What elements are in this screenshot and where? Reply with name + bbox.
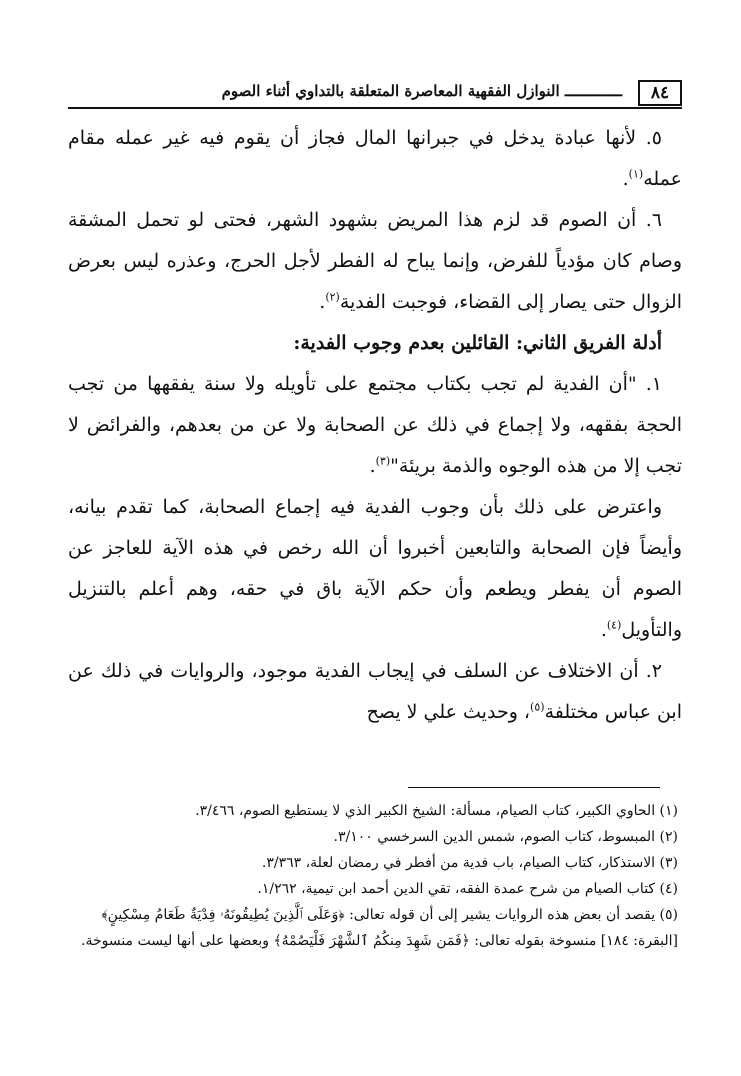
page-header [68, 78, 682, 108]
paragraph-objection [68, 487, 682, 651]
running-title: ـــــــــــــ النوازل الفقهية المعاصرة المتعلقة بالتداوي أثناء الصوم [221, 82, 622, 100]
paragraph-text: ٥. لأنها عبادة يدخل في جبرانها المال فجاز أن يقوم فيه غير عمله مقام عمله [68, 127, 682, 190]
footnote-ref: (٢) [325, 290, 340, 304]
paragraph-text: ١. "أن الفدية لم تجب بكتاب مجتمع على تأويله ولا سنة يفقهها من تجب الحجة بفقهه، ولا إجماع في ذلك عن الصحابة ولا عن من بعدهم، والفرائض لا تجب إلا من هذه الوجوه والذمة بريئة" [68, 373, 682, 477]
footnote-4: (٤) كتاب الصيام من شرح عمدة الفقه، تقي الدين أحمد ابن تيمية، ١/٢٦٢. [257, 881, 678, 897]
footnote-5: (٥) يقصد أن بعض هذه الروايات يشير إلى أن قوله تعالى: ﴿وَعَلَى ٱلَّذِينَ يُطِيقُونَهُۥ فِدْيَةٌ طَعَامُ مِسْكِينٍ﴾[البقرة: ١٨٤] منسوخة بقوله تعالى: ﴿فَمَن شَهِدَ مِنكُمُ ٱلشَّهْرَ فَلْيَصُمْهُ﴾ وبعضها على أنها ليست منسوخة. [81, 907, 678, 949]
footnote-ref: (٥) [530, 700, 545, 714]
paragraph-point-5 [68, 118, 682, 200]
paragraph-proof-2 [68, 651, 682, 733]
paragraph-end: . [622, 168, 629, 190]
paragraph-text: ٢. أن الاختلاف عن السلف في إيجاب الفدية موجود، والروايات في ذلك عن ابن عباس مختلفة [68, 660, 682, 723]
paragraph-end: ، وحديث علي لا يصح [366, 701, 531, 723]
footnotes [68, 798, 682, 954]
paragraph-end: . [369, 455, 376, 477]
paragraph-point-6 [68, 200, 682, 323]
paragraph-text: واعترض على ذلك بأن وجوب الفدية فيه إجماع الصحابة، كما تقدم بيانه، وأيضاً فإن الصحابة والتابعين أخبروا أن الله رخص في هذه الآية للعاجز عن الصوم أن يفطر ويطعم وأن حكم الآية باق في حقه، وهم أعلم بالتنزيل والتأويل [68, 496, 682, 641]
footnote-3: (٣) الاستذكار، كتاب الصيام، باب فدية من أفطر في رمضان لعلة، ٣/٣٦٣. [261, 855, 678, 871]
footnote-1: (١) الحاوي الكبير، كتاب الصيام، مسألة: الشيخ الكبير الذي لا يستطيع الصوم، ٣/٤٦٦. [195, 803, 678, 819]
section-heading: أدلة الفريق الثاني: القائلين بعدم وجوب الفدية: [293, 332, 662, 354]
footnote-ref: (١) [628, 167, 644, 181]
footnote-ref: (٣) [375, 454, 391, 468]
main-text [68, 118, 682, 733]
page-number: ٨٤ [638, 80, 682, 106]
paragraph-end: . [319, 291, 326, 313]
footnote-2: (٢) المبسوط، كتاب الصوم، شمس الدين السرخسي ٣/١٠٠. [333, 829, 678, 845]
paragraph-text: ٦. أن الصوم قد لزم هذا المريض بشهود الشهر، فحتى لو تحمل المشقة وصام كان مؤدياً للفرض، وإنما يباح له الفطر لأجل الحرج، وعذره ليس بعرض الزوال حتى يصار إلى القضاء، فوجبت الفدية [68, 209, 682, 313]
header-rule [68, 107, 682, 109]
footnote-ref: (٤) [606, 618, 622, 632]
footnote-separator [408, 787, 660, 788]
paragraph-end: . [600, 619, 607, 641]
paragraph-proof-1 [68, 364, 682, 487]
